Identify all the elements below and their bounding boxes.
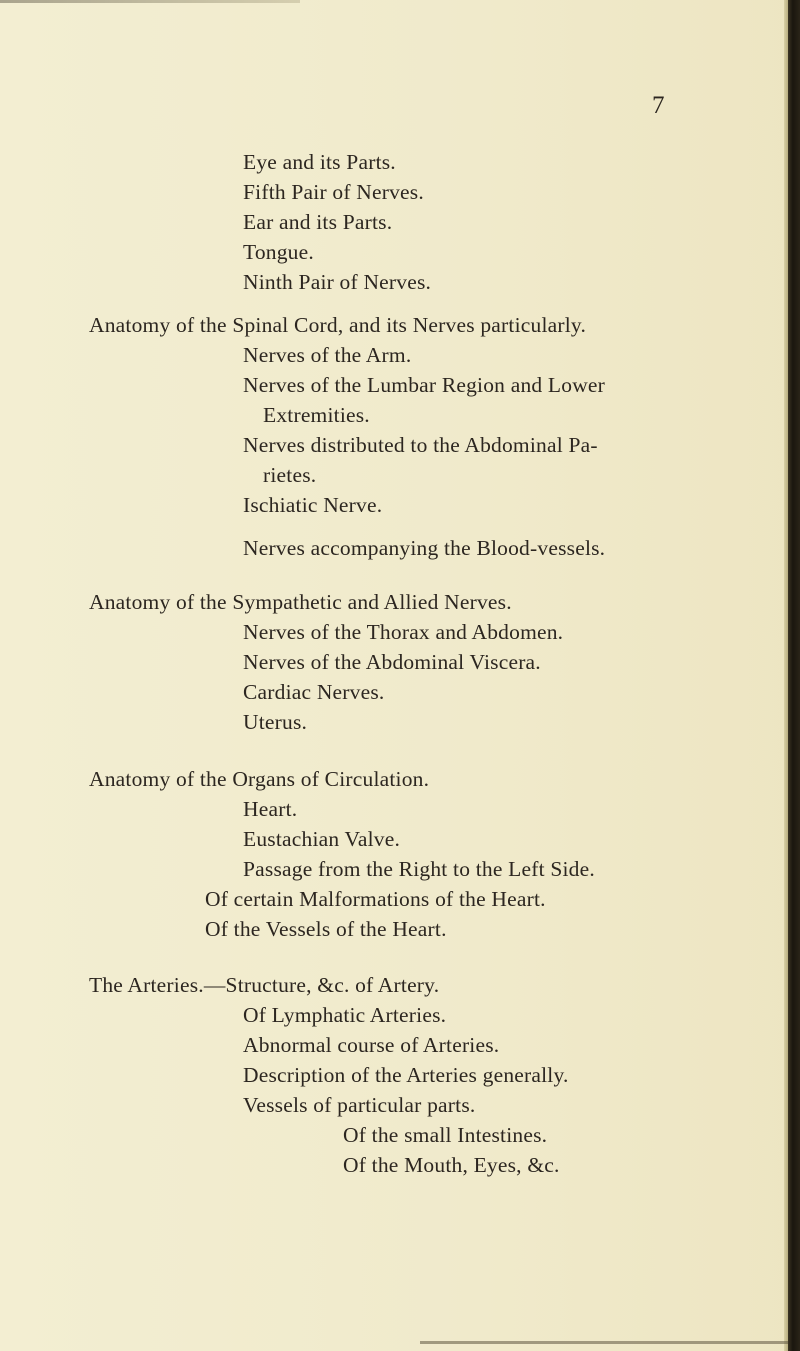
- entry-lymphatic: Of Lymphatic Arteries.: [243, 1003, 447, 1027]
- heading-arteries: The Arteries.—Structure, &c. of Artery.: [89, 973, 440, 997]
- entry-viscera: Nerves of the Abdominal Viscera.: [243, 650, 541, 674]
- entry-fifth-pair: Fifth Pair of Nerves.: [243, 180, 424, 204]
- entry-ear: Ear and its Parts.: [243, 210, 393, 234]
- entry-eye: Eye and its Parts.: [243, 150, 396, 174]
- entry-ischiatic: Ischiatic Nerve.: [243, 493, 383, 517]
- entry-mouth: Of the Mouth, Eyes, &c.: [343, 1153, 560, 1177]
- entry-passage: Passage from the Right to the Left Side.: [243, 857, 595, 881]
- entry-heart: Heart.: [243, 797, 298, 821]
- entry-abdominal-line-2: rietes.: [263, 463, 317, 487]
- entry-blood-vessels: Nerves accompanying the Blood-vessels.: [243, 536, 606, 560]
- top-rule: [0, 0, 300, 3]
- page-number: 7: [652, 92, 665, 119]
- entry-uterus: Uterus.: [243, 710, 308, 734]
- heading-circulation: Anatomy of the Organs of Circulation.: [89, 767, 430, 791]
- entry-thorax: Nerves of the Thorax and Abdomen.: [243, 620, 564, 644]
- entry-abdominal-line-1: Nerves distributed to the Abdominal Pa-: [243, 433, 598, 457]
- entry-vessels-heart: Of the Vessels of the Heart.: [205, 917, 447, 941]
- entry-lumbar-line-1: Nerves of the Lumbar Region and Lower: [243, 373, 606, 397]
- entry-abnormal: Abnormal course of Arteries.: [243, 1033, 500, 1057]
- bottom-rule: [420, 1341, 788, 1344]
- entry-description: Description of the Arteries generally.: [243, 1063, 569, 1087]
- entry-cardiac: Cardiac Nerves.: [243, 680, 385, 704]
- book-spine-edge: [788, 0, 800, 1351]
- heading-spinal-cord: Anatomy of the Spinal Cord, and its Nerves particularly.: [89, 313, 587, 337]
- entry-intestines: Of the small Intestines.: [343, 1123, 548, 1147]
- entry-ninth-pair: Ninth Pair of Nerves.: [243, 270, 432, 294]
- entry-particular: Vessels of particular parts.: [243, 1093, 476, 1117]
- entry-malformations: Of certain Malformations of the Heart.: [205, 887, 546, 911]
- entry-lumbar-line-2: Extremities.: [263, 403, 370, 427]
- entry-tongue: Tongue.: [243, 240, 314, 264]
- entry-eustachian: Eustachian Valve.: [243, 827, 401, 851]
- heading-sympathetic: Anatomy of the Sympathetic and Allied Nerves.: [89, 590, 512, 614]
- entry-nerves-arm: Nerves of the Arm.: [243, 343, 412, 367]
